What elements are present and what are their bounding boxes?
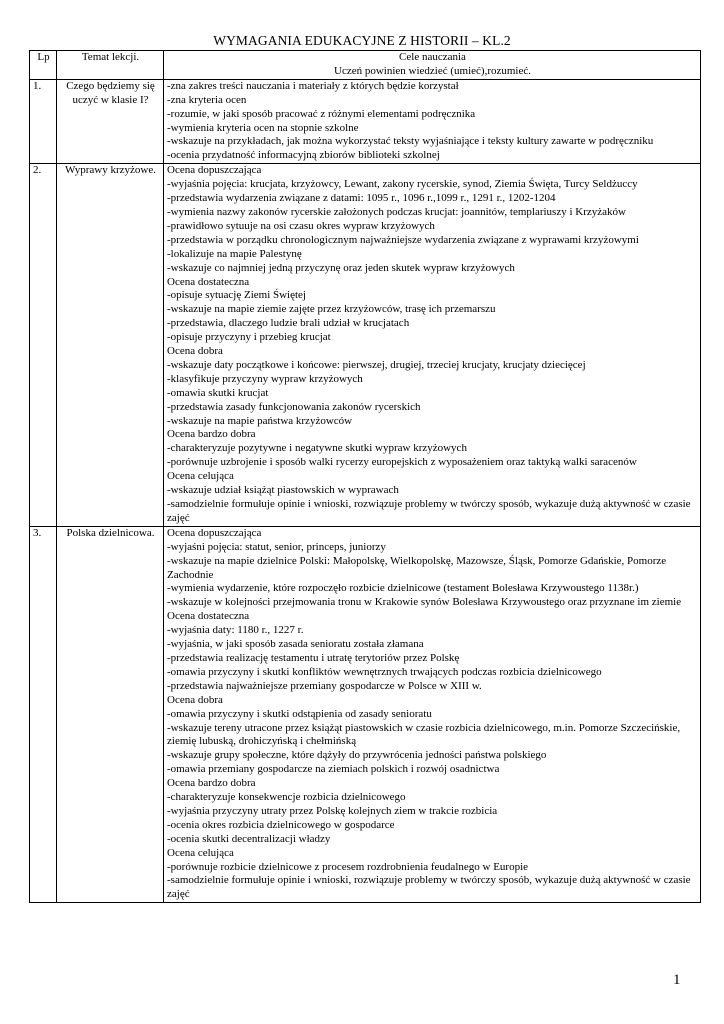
- goal-line: -ocenia przydatność informacyjną zbiorów biblioteki szkolnej: [167, 149, 440, 162]
- row-lp: 3.: [30, 526, 57, 902]
- goal-line: -rozumie, w jaki sposób pracować z różnymi elementami podręcznika: [167, 107, 476, 120]
- goal-line: -zna kryteria ocen: [167, 93, 247, 106]
- header-topic: Temat lekcji.: [57, 51, 164, 80]
- goal-line: Ocena dostateczna: [167, 275, 250, 288]
- goal-line: Ocena celująca: [167, 470, 234, 483]
- goal-line: -porównuje rozbicie dzielnicowe z procesem rozdrobnienia feudalnego w Europie: [167, 860, 529, 873]
- table-header-row: [30, 51, 701, 80]
- goal-line: -wyjaśnia, w jaki sposób zasada senioratu została złamana: [167, 638, 424, 651]
- goal-line: -wskazuje grupy społeczne, które dążyły do przywrócenia jedności państwa polskiego: [167, 749, 547, 762]
- goal-line: -przedstawia, dlaczego ludzie brali udział w krucjatach: [167, 317, 410, 330]
- goal-line: -wskazuje na mapie ziemie zajęte przez krzyżowców, trasę ich przemarszu: [167, 303, 496, 316]
- goal-line: -wymienia wydarzenie, które rozpoczęło rozbicie dzielnicowe (testament Bolesława Krzywoustego 1138r.): [167, 582, 639, 595]
- goal-line: -wskazuje udział książąt piastowskich w wyprawach: [167, 484, 399, 497]
- goal-line: -porównuje uzbrojenie i sposób walki rycerzy europejskich z wyposażeniem oraz taktyką walki saracenów: [167, 456, 637, 469]
- goal-line: -omawia przemiany gospodarcze na ziemiach polskich i rozwój osadnictwa: [167, 763, 500, 776]
- goal-line: -omawia przyczyny i skutki odstąpienia od zasady senioratu: [167, 707, 432, 720]
- goal-line: -wskazuje w kolejności przejmowania tronu w Krakowie synów Bolesława Krzywoustego oraz przyznane im ziemie: [167, 596, 682, 609]
- goal-line: -wskazuje co najmniej jedną przyczynę oraz jeden skutek wypraw krzyżowych: [167, 261, 515, 274]
- goal-line: -wyjaśnia daty: 1180 r., 1227 r.: [167, 624, 304, 637]
- row-goals: [164, 526, 701, 902]
- goal-line: -wskazuje na mapie państwa krzyżowców: [167, 414, 353, 427]
- goal-line: -charakteryzuje pozytywne i negatywne skutki wypraw krzyżowych: [167, 442, 467, 455]
- goal-line: -samodzielnie formułuje opinie i wnioski, rozwiązuje problemy w twórczy sposób, wykazuje dużą aktywność w czasie zajęć: [167, 874, 691, 901]
- row-lp: 1.: [30, 79, 57, 163]
- goal-line: -prawidłowo sytuuje na osi czasu okres wypraw krzyżowych: [167, 219, 435, 232]
- table-row: [30, 526, 701, 902]
- goal-line: Ocena dostateczna: [167, 610, 250, 623]
- goal-line: Ocena celująca: [167, 846, 234, 859]
- requirements-table: [29, 50, 701, 903]
- goal-line: -zna zakres treści nauczania i materiały z których będzie korzystał: [167, 79, 459, 92]
- goal-line: -wskazuje tereny utracone przez książąt piastowskich w czasie rozbicia dzielnicowego, m.in. Pomorze Szczecińskie, ziemię lubuską, drohiczyńską i chełmińską: [167, 721, 681, 748]
- goal-line: -wskazuje na mapie dzielnice Polski: Małopolskę, Wielkopolskę, Mazowsze, Śląsk, Pomorze Gdańskie, Pomorze Zachodnie: [167, 554, 667, 581]
- goal-line: -przedstawia zasady funkcjonowania zakonów rycerskich: [167, 400, 421, 413]
- goal-line: -wyjaśnia przyczyny utraty przez Polskę kolejnych ziem w trakcie rozbicia: [167, 804, 498, 817]
- table-row: [30, 164, 701, 527]
- goal-line: Ocena bardzo dobra: [167, 428, 256, 441]
- header-goals-line: Uczeń powinien wiedzieć (umieć),rozumieć.: [334, 64, 531, 77]
- goal-line: -wskazuje na przykładach, jak można wykorzystać teksty wyjaśniające i teksty kultury zawarte w podręczniku: [167, 135, 654, 148]
- goal-line: Ocena bardzo dobra: [167, 777, 256, 790]
- row-lp: 2.: [30, 164, 57, 527]
- goal-line: -klasyfikuje przyczyny wypraw krzyżowych: [167, 372, 363, 385]
- goal-line: -przedstawia w porządku chronologicznym najważniejsze wydarzenia związane z wyprawami krzyżowymi: [167, 233, 639, 246]
- row-goals: [164, 79, 701, 163]
- header-goals-line: Cele nauczania: [399, 51, 466, 63]
- goal-line: -wyjaśni pojęcia: statut, senior, princeps, juniorzy: [167, 540, 386, 553]
- header-lp: Lp: [30, 51, 57, 80]
- goal-line: -ocenia okres rozbicia dzielnicowego w gospodarce: [167, 818, 395, 831]
- header-goals: [164, 51, 701, 80]
- goal-line: -przedstawia realizację testamentu i utratę terytoriów przez Polskę: [167, 651, 460, 664]
- goal-line: -opisuje przyczyny i przebieg krucjat: [167, 331, 331, 344]
- goal-line: Ocena dobra: [167, 693, 223, 706]
- goal-line: -przedstawia wydarzenia związane z datami: 1095 r., 1096 r.,1099 r., 1291 r., 1202-1204: [167, 192, 556, 205]
- goal-line: -wymienia nazwy zakonów rycerskie założonych podczas krucjat: joannitów, templariuszy i Krzyżaków: [167, 205, 626, 218]
- goal-line: -omawia skutki krucjat: [167, 386, 269, 399]
- row-topic: Polska dzielnicowa.: [57, 526, 164, 902]
- goal-line: -omawia przyczyny i skutki konfliktów wewnętrznych trwających podczas rozbicia dzielnicowego: [167, 665, 602, 678]
- goal-line: -przedstawia najważniejsze przemiany gospodarcze w Polsce w XIII w.: [167, 679, 482, 692]
- goal-line: -wyjaśnia pojęcia: krucjata, krzyżowcy, Lewant, zakony rycerskie, synod, Ziemia Święta, Turcy Seldżuccy: [167, 178, 638, 191]
- row-topic: Wyprawy krzyżowe.: [57, 164, 164, 527]
- goal-line: -lokalizuje na mapie Palestynę: [167, 247, 302, 260]
- page-number: 1: [673, 972, 681, 988]
- goal-line: Ocena dopuszczająca: [167, 164, 262, 177]
- table-row: [30, 79, 701, 163]
- row-goals: [164, 164, 701, 527]
- document-title: WYMAGANIA EDUKACYJNE Z HISTORII – KL.2: [213, 33, 511, 48]
- goal-line: -ocenia skutki decentralizacji władzy: [167, 832, 331, 845]
- goal-line: -samodzielnie formułuje opinie i wnioski, rozwiązuje problemy w twórczy sposób, wykazuje dużą aktywność w czasie zajęć: [167, 498, 691, 524]
- goal-line: -opisuje sytuację Ziemi Świętej: [167, 289, 306, 302]
- goal-line: Ocena dobra: [167, 345, 223, 358]
- goal-line: -wymienia kryteria ocen na stopnie szkolne: [167, 121, 359, 134]
- goal-line: -charakteryzuje konsekwencje rozbicia dzielnicowego: [167, 791, 406, 804]
- row-topic: Czego będziemy się uczyć w klasie I?: [57, 79, 164, 163]
- goal-line: -wskazuje daty początkowe i końcowe: pierwszej, drugiej, trzeciej krucjaty, krucjaty dziecięcej: [167, 358, 586, 371]
- goal-line: Ocena dopuszczająca: [167, 526, 262, 539]
